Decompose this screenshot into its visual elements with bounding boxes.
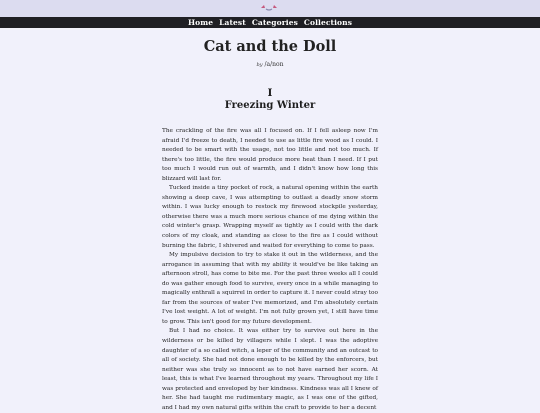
cat-logo-icon[interactable]: [259, 3, 279, 13]
byline-prefix: by: [256, 62, 263, 68]
nav-collections-link[interactable]: Collections: [303, 18, 353, 27]
story-title: Cat and the Doll: [203, 38, 337, 55]
story-paragraph: My impulsive decision to try to stake it out in the wilderness, and the arrogance in assuming that with my ability it would've be like taking an afternoon stroll, has come to bite me. For the past three weeks all I could do was gather enough food to survive, every once in a while managing to magically enthrall a squirrel in order to capture it. I never could stray too far from the sources of water I've memorized, and I'm absolutely certain I've lost weight. A lot of weight. I'm not fully grown yet, I still have time to grow. This isn't good for my future development.: [162, 252, 378, 325]
story-paragraph: But I had no choice. It was either try to survive out here in the wilderness or be killed by villagers while I slept. I was the adoptive daughter of a so called witch, a leper of the community and an outcast to all of society. She had not done enough to be killed by the enforcers, but neither was she truly so innocent as to not have earned her scorn. At least, this is what I've learned throughout my years. Throughout my life I was protected and enveloped by her kindness. Kindness was all I knew of her. She had taught me rudimentary magic, as I was one of the gifted, and I had my own natural gifts within the craft to provide to her a decent: [162, 328, 378, 411]
chapter-number: I: [267, 87, 273, 99]
main-nav: [0, 17, 540, 28]
author-link[interactable]: /a/non: [264, 61, 284, 68]
story-paragraph: Tucked inside a tiny pocket of rock, a natural opening within the earth showing a deep cave, I was attempting to outlast a deadly snow storm within. I was lucky enough to restock my firewood stockpile yesterday, otherwise there was a much more serious chance of me dying within the cold winter's grasp. Wrapping myself as tightly as I could with the dark colors of my cloak, and standing as close to the fire as I could without burning the fabric, I shivered and waited for everything to come to pass.: [162, 185, 378, 249]
nav-home-link[interactable]: Home: [187, 18, 214, 27]
byline: [0, 61, 540, 68]
story-body: [162, 127, 378, 413]
chapter-title: Freezing Winter: [224, 100, 316, 111]
nav-categories-link[interactable]: Categories: [251, 18, 298, 27]
nav-latest-link[interactable]: Latest: [219, 18, 246, 27]
story-paragraph: The crackling of the fire was all I focused on. If I fell asleep now I'm afraid I'd freeze to death, I needed to use as little fire wood as I could. I needed to be smart with the usage, not too little and not too much. If there's too little, the fire would produce more heat than I need. If I put too much I would run out of warmth, and I didn't know how long this blizzard will last for.: [162, 128, 378, 182]
top-banner: [0, 0, 540, 17]
